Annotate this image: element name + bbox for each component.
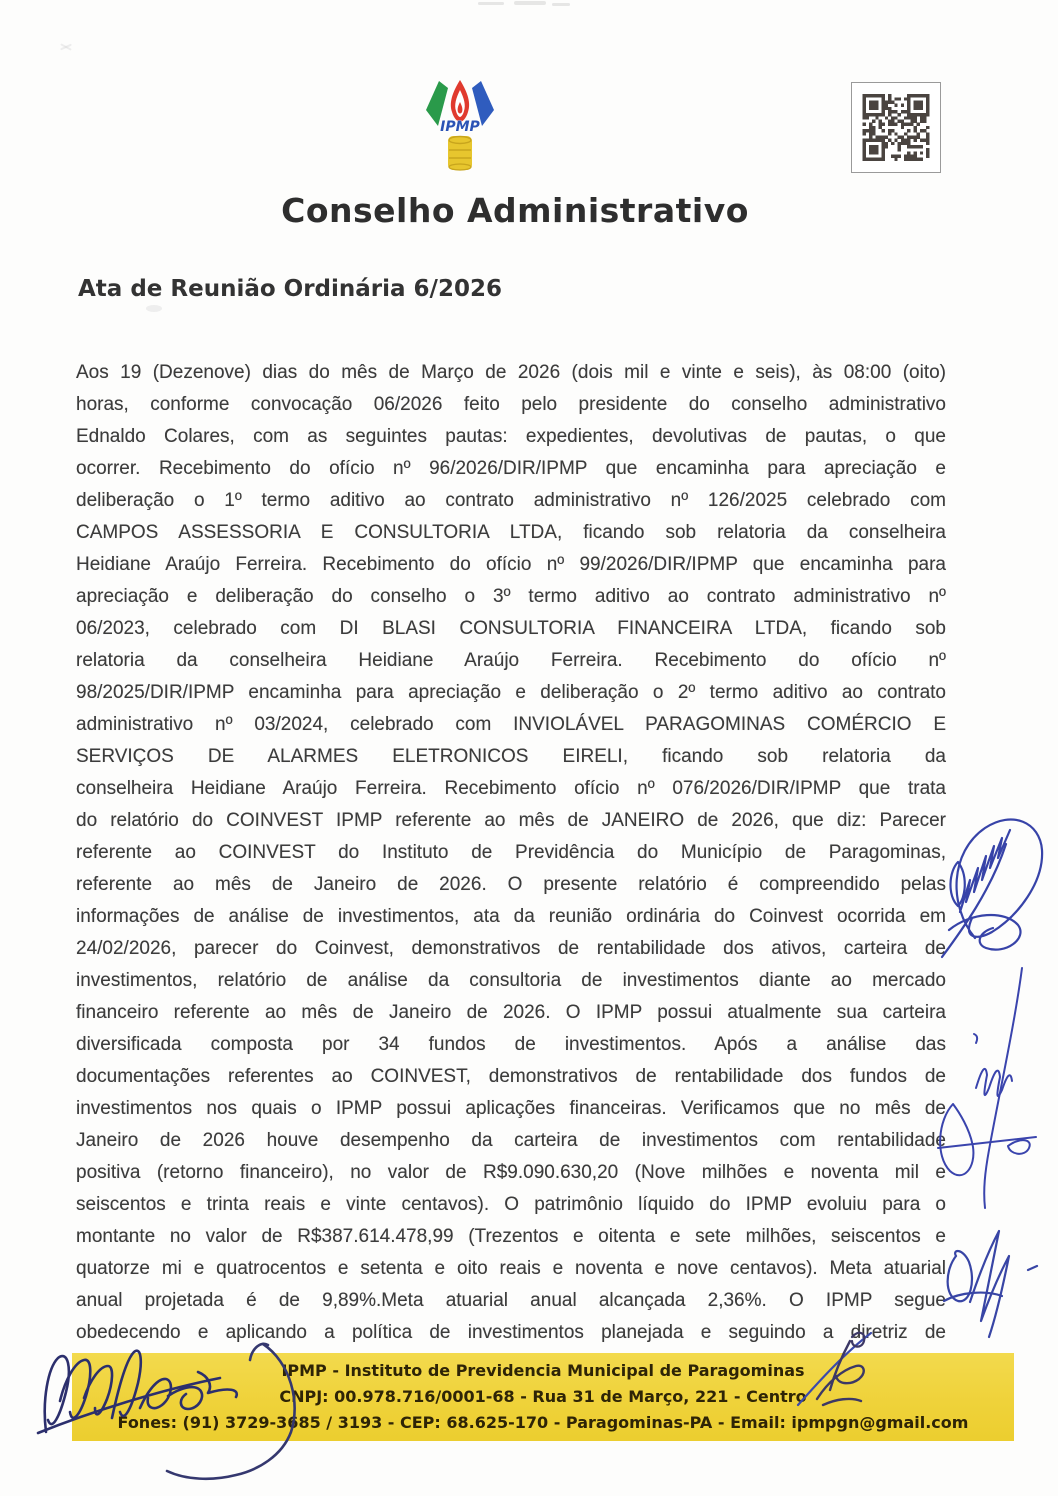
body-line: documentações referentes ao COINVEST, demonstrativos de rentabilidade dos fundos de — [76, 1066, 946, 1087]
body-line: referente ao COINVEST do Instituto de Previdência do Município de Paragominas, — [76, 842, 946, 863]
logo-acronym: IPMP — [440, 119, 480, 135]
body-line: Janeiro de 2026 houve desempenho da carteira de investimentos com rentabilidade — [76, 1130, 946, 1151]
body-line: Heidiane Araújo Ferreira. Recebimento do ofício nº 99/2026/DIR/IPMP que encaminha para — [76, 554, 946, 575]
body-line: quatorze mi e quatrocentos e setenta e oito reais e noventa e nove centavos). Meta atuarial — [76, 1258, 946, 1279]
document-subtitle: Ata de Reunião Ordinária 6/2026 — [78, 276, 502, 302]
ipmp-logo — [423, 78, 497, 174]
body-line: 24/02/2026, parecer do Coinvest, demonstrativos de rentabilidade dos ativos, carteira de — [76, 938, 946, 959]
body-line: deliberação o 1º termo aditivo ao contrato administrativo nº 126/2025 celebrado com — [76, 490, 946, 511]
body-line: administrativo nº 03/2024, celebrado com INVIOLÁVEL PARAGOMINAS COMÉRCIO E — [76, 714, 946, 735]
qr-code — [851, 82, 941, 173]
body-line: horas, conforme convocação 06/2026 feito pelo presidente do conselho administrativo — [76, 394, 946, 415]
document-title: Conselho Administrativo — [281, 191, 749, 230]
ipmp-logo-graphic — [423, 78, 497, 174]
scan-artifact — [552, 3, 570, 6]
body-line: SERVIÇOS DE ALARMES ELETRONICOS EIRELI, ficando sob relatoria da — [76, 746, 946, 767]
body-line: informações de análise de investimentos, ata da reunião ordinária do Coinvest ocorrida em — [76, 906, 946, 927]
signature-right-3 — [944, 1231, 1037, 1337]
body-line: investimentos, relatório de análise da consultoria de investimentos diante ao mercado — [76, 970, 946, 991]
body-line: do relatório do COINVEST IPMP referente ao mês de JANEIRO de 2026, que diz: Parecer — [76, 810, 946, 831]
body-line: seiscentos e trinta reais e vinte centavos). O patrimônio líquido do IPMP evoluiu para o — [76, 1194, 946, 1215]
body-line: ocorrer. Recebimento do ofício nº 96/2026/DIR/IPMP que encaminha para apreciação e — [76, 458, 946, 479]
body-line: montante no valor de R$387.614.478,99 (Trezentos e oitenta e sete milhões, seiscentos e — [76, 1226, 946, 1247]
scan-artifact — [514, 1, 546, 5]
body-line: diversificada composta por 34 fundos de investimentos. Após a análise das — [76, 1034, 946, 1055]
body-line: positiva (retorno financeiro), no valor de R$9.090.630,20 (Nove milhões e noventa mil e — [76, 1162, 946, 1183]
body-line: Aos 19 (Dezenove) dias do mês de Março de 2026 (dois mil e vinte e seis), às 08:00 (oito) — [76, 362, 946, 383]
body-line: Ednaldo Colares, com as seguintes pautas: expedientes, devolutivas de pautas, o que — [76, 426, 946, 447]
body-line: obedecendo e aplicando a política de investimentos planejada e seguindo a diretriz de — [76, 1322, 946, 1343]
document-body — [76, 357, 946, 1349]
body-line: referente ao mês de Janeiro de 2026. O presente relatório é compreendido pelas — [76, 874, 946, 895]
body-line: relatoria da conselheira Heidiane Araújo Ferreira. Recebimento do ofício nº — [76, 650, 946, 671]
footer-cnpj-address: CNPJ: 00.978.716/0001-68 - Rua 31 de Março, 221 - Centro — [279, 1387, 807, 1406]
footer-institute-name: IPMP - Instituto de Previdencia Municipal de Paragominas — [281, 1361, 805, 1380]
footer-band — [72, 1353, 1014, 1441]
body-line: apreciação e deliberação do conselho o 3º termo aditivo ao contrato administrativo nº — [76, 586, 946, 607]
body-line: anual projetada é de 9,89%.Meta atuarial anual alcançada 2,36%. O IPMP segue — [76, 1290, 946, 1311]
scan-artifact — [146, 305, 162, 312]
footer-contact-info: Fones: (91) 3729-3685 / 3193 - CEP: 68.625-170 - Paragominas-PA - Email: ipmpgn@gmail.com — [117, 1413, 969, 1432]
body-line: conselheira Heidiane Araújo Ferreira. Recebimento ofício nº 076/2026/DIR/IPMP que trata — [76, 778, 946, 799]
body-line: CAMPOS ASSESSORIA E CONSULTORIA LTDA, ficando sob relatoria da conselheira — [76, 522, 946, 543]
signature-right-2 — [938, 968, 1036, 1208]
body-line: 06/2023, celebrado com DI BLASI CONSULTORIA FINANCEIRA LTDA, ficando sob — [76, 618, 946, 639]
body-line: investimentos nos quais o IPMP possui aplicações financeiras. Verificamos que no mês de — [76, 1098, 946, 1119]
scan-artifact — [478, 2, 504, 5]
signature-right-1 — [942, 819, 1042, 957]
body-line: financeiro referente ao mês de Janeiro de 2026. O IPMP possui atualmente sua carteira — [76, 1002, 946, 1023]
logo-barrel — [448, 136, 472, 170]
body-line: 98/2025/DIR/IPMP encaminha para apreciação e deliberação o 2º termo aditivo ao contrato — [76, 682, 946, 703]
